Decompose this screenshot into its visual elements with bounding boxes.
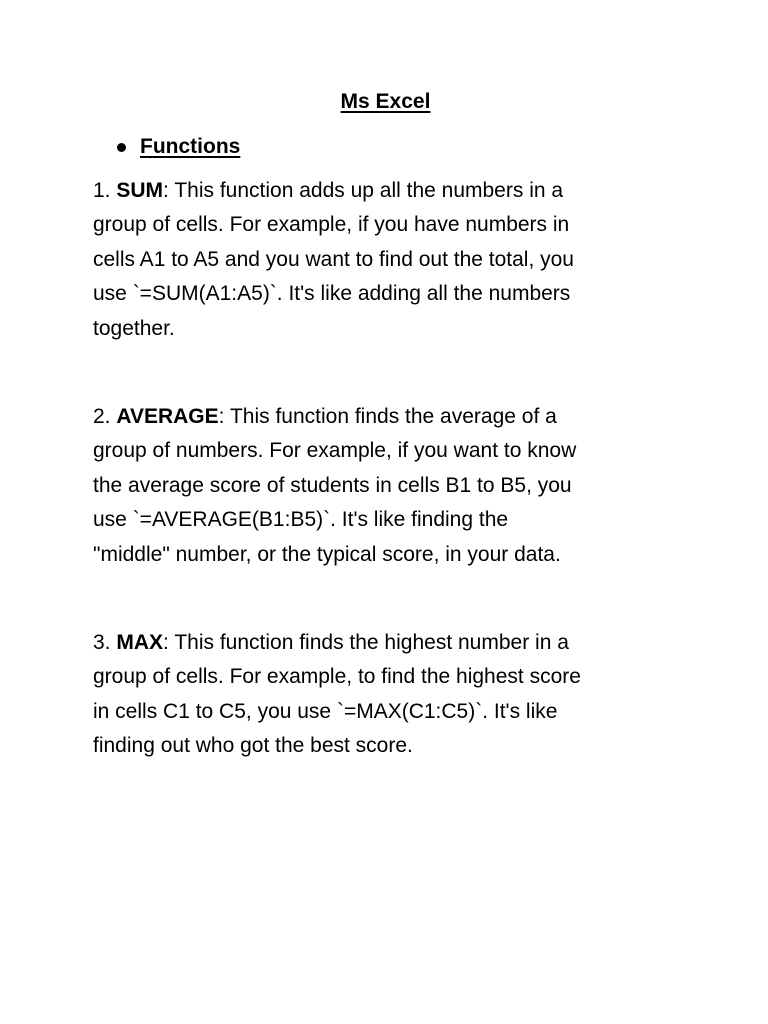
paragraph-line: use `=SUM(A1:A5)`. It's like adding all the numbers <box>93 282 571 306</box>
paragraph-line: in cells C1 to C5, you use `=MAX(C1:C5)`. It's like <box>93 699 558 723</box>
bullet-list <box>93 131 678 163</box>
paragraph-line: group of cells. For example, to find the highest score <box>93 665 581 689</box>
bullet-dot-icon <box>117 143 126 152</box>
paragraph-line: together. <box>93 316 175 340</box>
paragraph-line: the average score of students in cells B1 to B5, you <box>93 473 572 497</box>
paragraph-line: "middle" number, or the typical score, in your data. <box>93 542 561 566</box>
paragraph-line <box>93 174 678 208</box>
document-page <box>93 86 678 764</box>
paragraph-line: group of numbers. For example, if you want to know <box>93 439 577 463</box>
paragraph-sum <box>93 174 678 346</box>
function-name-average: AVERAGE <box>116 405 219 429</box>
section-heading: Functions <box>140 135 241 158</box>
paragraph-line: group of cells. For example, if you have numbers in <box>93 213 570 237</box>
bullet-item-functions <box>93 131 678 163</box>
document-title: Ms Excel <box>340 90 431 113</box>
item-text: : This function adds up all the numbers in a <box>163 179 564 202</box>
item-text: : This function finds the average of a <box>218 405 557 429</box>
paragraph-line <box>93 626 678 660</box>
item-number: 1. <box>93 179 117 202</box>
paragraph-average <box>93 400 678 572</box>
paragraph-max <box>93 626 678 764</box>
paragraph-line <box>93 400 678 434</box>
paragraph-line: cells A1 to A5 and you want to find out the total, you <box>93 247 574 271</box>
item-number: 3. <box>93 631 117 655</box>
function-name-max: MAX <box>116 631 164 655</box>
paragraph-line: use `=AVERAGE(B1:B5)`. It's like finding the <box>93 508 509 532</box>
paragraph-line: finding out who got the best score. <box>93 734 413 758</box>
item-text: : This function finds the highest number in a <box>163 631 569 655</box>
function-name-sum: SUM <box>116 179 164 202</box>
item-number: 2. <box>93 405 117 429</box>
